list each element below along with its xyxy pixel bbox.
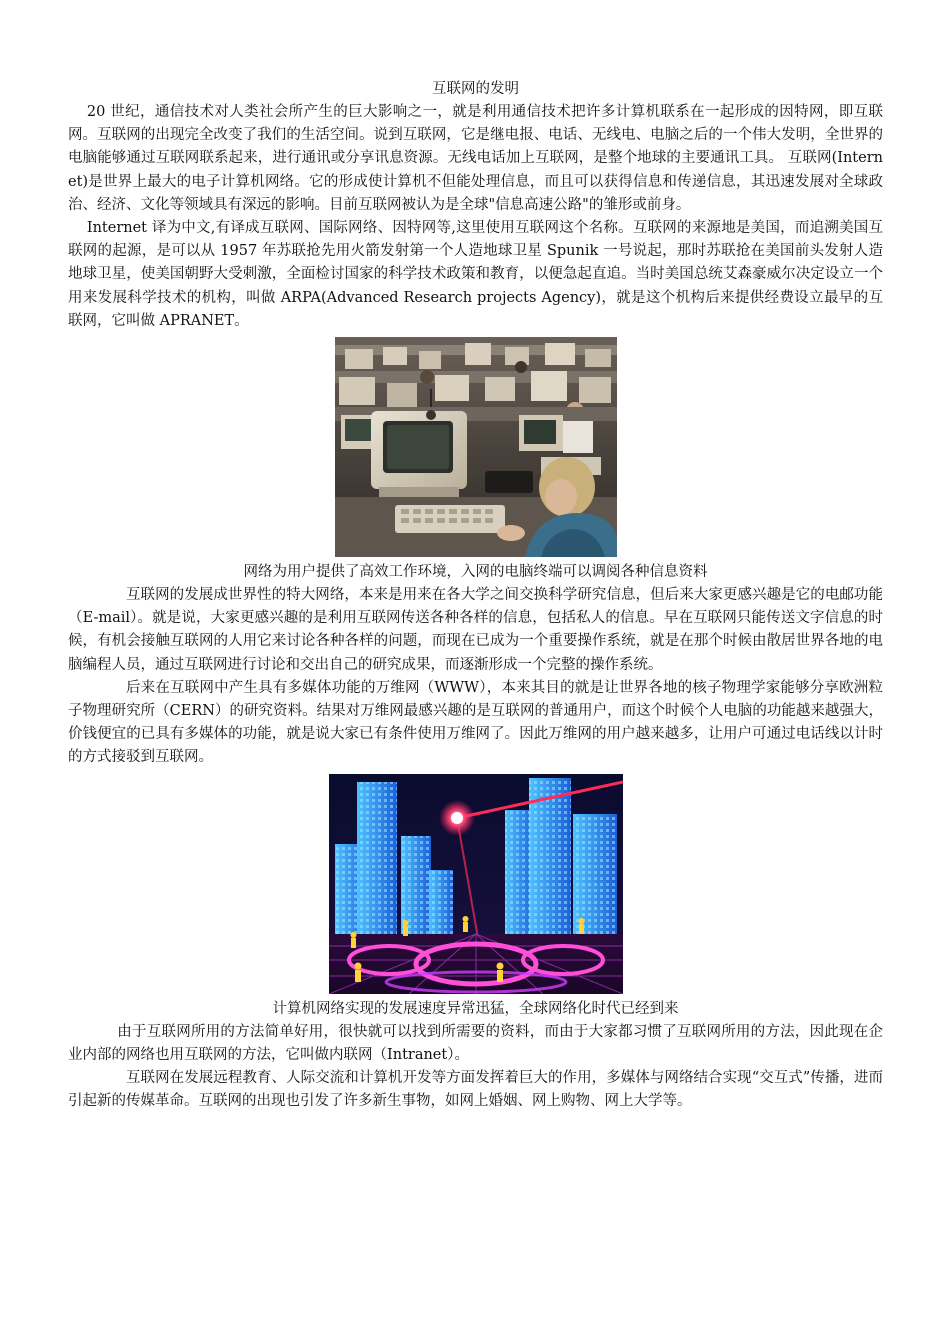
document-page xyxy=(68,78,883,1113)
paragraph-impact: 互联网在发展远程教育、人际交流和计算机开发等方面发挥着巨大的作用，多媒体与网络结合实现“交互式”传播，进而引起新的传媒革命。互联网的出现也引发了许多新生事物，如网上婚姻、网上购物、网上大学等。 xyxy=(68,1070,883,1110)
paragraph-email: 互联网的发展成世界性的特大网络，本来是用来在各大学之间交换科学研究信息，但后来大家更感兴趣是它的电邮功能（E-mail）。就是说，大家更感兴趣的是利用互联网传送各种各样的信息，包括私人的信息。早在互联网只能传送文字信息的时候，有机会接触互联网的人用它来讨论各种各样的问题，而现在已成为一个重要操作系统，就是在那个时候由散居世界各地的电脑编程人员，通过互联网进行讨论和交出自己的研究成果，而逐渐形成一个完整的操作系统。 xyxy=(68,587,883,673)
network-city-illustration xyxy=(329,774,623,994)
paragraph-intranet: 由于互联网所用的方法简单好用，很快就可以找到所需要的资料，而由于大家都习惯了互联网所用的方法，因此现在企业内部的网络也用互联网的方法，它叫做内联网（Intranet）。 xyxy=(68,1023,883,1063)
paragraph-origin: Internet 译为中文,有译成互联网、国际网络、因特网等,这里使用互联网这个名称。互联网的来源地是美国，而追溯美国互联网的起源，是可以从 1957 年苏联抢先用火箭发射第一个人造地球卫星 Spunik 一号说起，那时苏联抢在美国前头发射人造地球卫星，使美国朝野大受刺激，全面检讨国家的科学技术政策和教育，以便急起直追。当时美国总统艾森豪威尔决定设立一个用来发展科学技术的机构，叫做 ARPA(Advanced Research projects Agency)，就是这个机构后来提供经费设立最早的互联网，它叫做 APRANET。 xyxy=(68,220,883,329)
paragraph-intro: 20 世纪，通信技术对人类社会所产生的巨大影响之一，就是利用通信技术把许多计算机联系在一起形成的因特网，即互联网。互联网的出现完全改变了我们的生活空间。说到互联网，它是继电报、电话、无线电、电脑之后的一个伟大发明，全世界的电脑能够通过互联网联系起来，进行通讯或分享讯息资源。无线电话加上互联网，是整个地球的主要通讯工具。 互联网(Internet)是世界上最大的电子计算机网络。它的形成使计算机不但能处理信息，而且可以获得信息和传递信息，其迅速发展对全球政治、经济、文化等领域具有深远的影响。目前互联网被认为是全球"信息高速公路"的雏形或前身。 xyxy=(68,104,883,213)
document-title: 互联网的发明 xyxy=(432,81,519,97)
office-computers-photo xyxy=(335,337,617,557)
paragraph-www: 后来在互联网中产生具有多媒体功能的万维网（WWW），本来其目的就是让世界各地的核子物理学家能够分享欧洲粒子物理研究所（CERN）的研究资料。结果对万维网最感兴趣的是互联网的普通用户，而这个时候个人电脑的功能越来越强大，价钱便宜的已具有多媒体的功能，就是说大家已有条件使用万维网了。因此万维网的用户越来越多，让用户可通过电话线以计时的方式接驳到互联网。 xyxy=(68,679,883,766)
figure-caption-network: 计算机网络实现的发展速度异常迅猛，全球网络化时代已经到来 xyxy=(272,1000,679,1017)
figure-caption-office: 网络为用户提供了高效工作环境，入网的电脑终端可以调阅各种信息资料 xyxy=(243,564,708,581)
